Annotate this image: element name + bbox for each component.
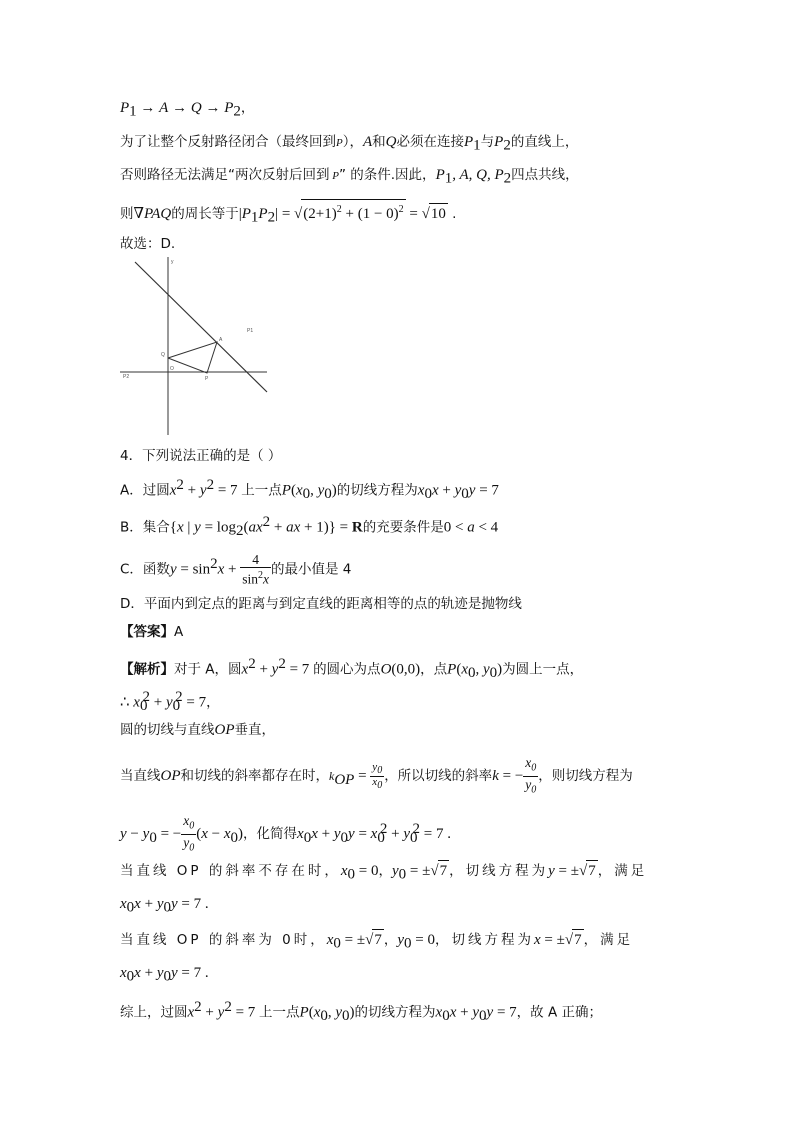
question-stem: 4．下列说法正确的是（ ）: [120, 448, 282, 464]
analysis-p4: 当直线OP和切线的斜率都存在时，$k_{OP}$ = $\frac{y_0}{x_0}$ ，所以切线的斜率k = − $\frac{x_0}{y_0}$ ，则切线方程为: [120, 755, 633, 796]
analysis-p3: 圆的切线与直线OP垂直，: [120, 722, 275, 738]
label-q: Q: [161, 352, 165, 358]
analysis-p1: 【解析】对于 A，圆$x^2 + y^2 = 7$ 的圆心为点O(0,0)，点$P(x_0$, $y_0$)为圆上一点，: [120, 656, 584, 682]
label-p: P: [205, 376, 209, 382]
analysis-p5: $y - y_0$ = − $\frac{x_0}{y_0}$ $(x - x_0)$，化简得$x_0x + y_0y = x_0^2 + y_0^2 = 7$ .: [120, 813, 451, 854]
analysis-p2: ∴ $x_0^2 + y_0^2 = 7$，: [120, 689, 220, 715]
text-line-3: 则∇PAQ的周长等于$|P_1P_2| = √(2+1)^2 + (1 - 0)^2 = √10$ .: [120, 199, 456, 228]
triangle-paq: [168, 342, 217, 373]
text-line-1: 为了让整个反射路径闭合（最终回到P），A和Q必须在连接$P_1$与$P_2$的直线上，: [120, 134, 579, 154]
answer-select: 故选：D.: [120, 236, 176, 252]
option-b: B．集合{x | $y = \log_2(ax^2$ + ax + 1)} = R的充要条件是0 < a < 4: [120, 514, 499, 540]
label-p2: P2: [123, 374, 130, 380]
label-o: O: [170, 366, 174, 372]
analysis-p8: 当直线 OP 的斜率为 0时，$x_0 = \pm√7$ ，$y_0 = 0$，切线方程为x = ±√7 ，满足: [120, 929, 633, 954]
option-c: C．函数$y = \sin^2x$ + $\frac{4}{\sin^2x}$ 的最小值是 4: [120, 552, 352, 587]
geometry-figure: [117, 257, 272, 437]
label-y: y: [171, 259, 174, 265]
label-p1: P1: [247, 328, 254, 334]
answer-line: 【答案】A: [120, 624, 184, 640]
path-line: $P_1 \to A \to Q \to P_2$，: [120, 100, 255, 120]
text-line-2: 否则路径无法满足“两次反射后回到 P” 的条件.因此，$P_1$, A, Q, $P_2$四点共线，: [120, 167, 579, 187]
analysis-p10: 综上，过圆$x^2 + y^2 = 7$ 上一点$P(x_0$, $y_0$)的切线方程为$x_0x + y_0y = 7$，故 A 正确；: [120, 999, 602, 1025]
label-a: A: [219, 337, 223, 343]
analysis-p7: $x_0x + y_0y = 7$ .: [120, 896, 209, 916]
option-a: A．过圆$x^2 + y^2 = 7$ 上一点$P(x_0$, $y_0$)的切线方程为$x_0x + y_0y = 7$: [120, 477, 499, 503]
analysis-p9: $x_0x + y_0y = 7$ .: [120, 965, 209, 985]
analysis-p6: 当直线 OP 的斜率不存在时，$x_0 = 0$，$y_0 = \pm√7$ ，切线方程为y = ±√7 ，满足: [120, 860, 647, 885]
option-d: D．平面内到定点的距离与到定直线的距离相等的点的轨迹是抛物线: [120, 596, 522, 612]
